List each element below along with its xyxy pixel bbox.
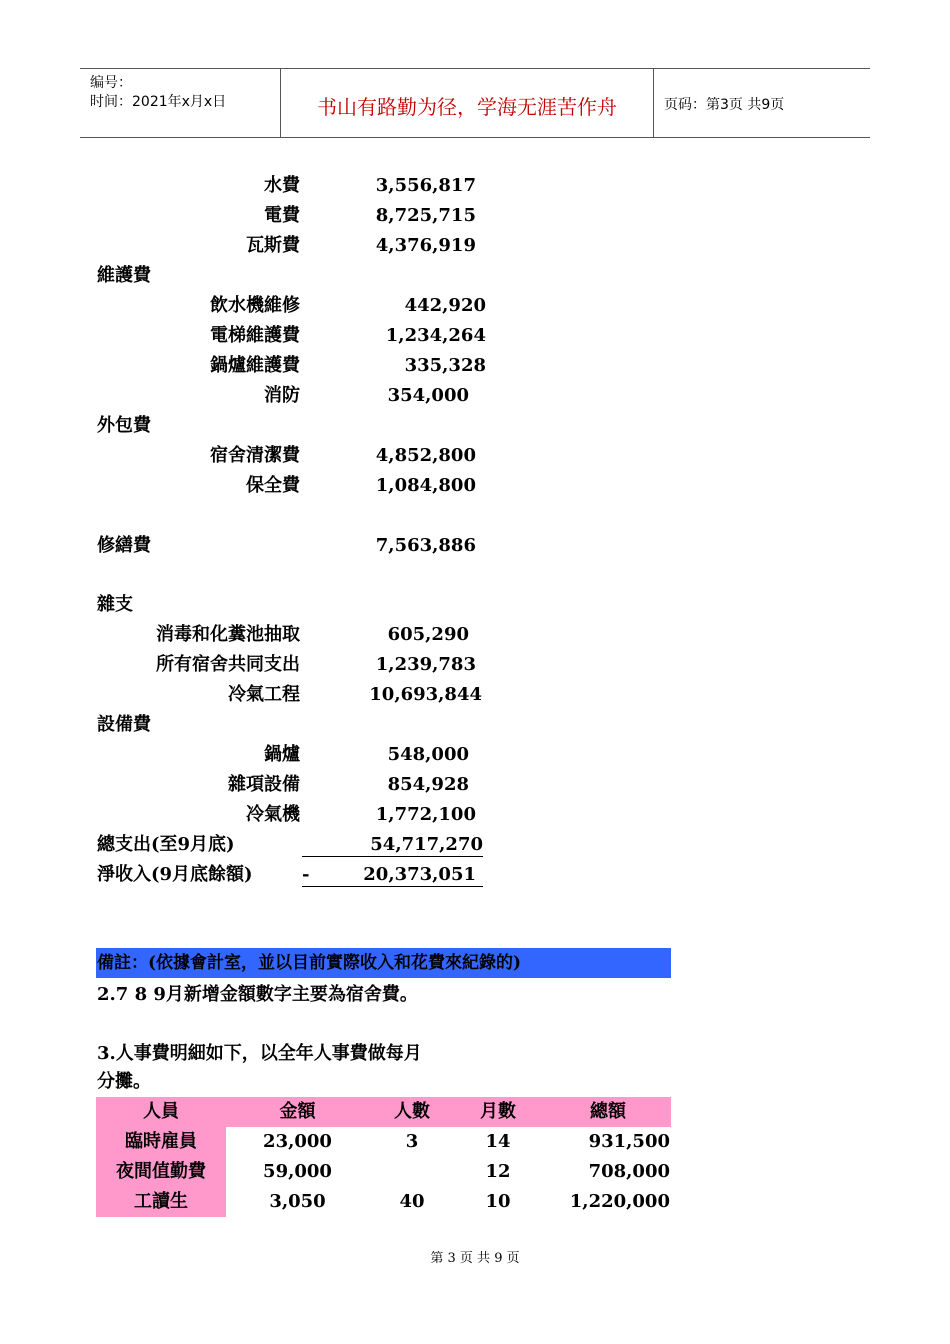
table-cell: 59,000: [263, 1161, 332, 1182]
table-header-cell: 金額: [279, 1101, 316, 1122]
header-meta-cell: [80, 69, 281, 137]
total-expense-label: 總支出(至9月底): [97, 834, 235, 855]
item-label: 消防: [264, 385, 300, 406]
table-cell: 1,220,000: [569, 1191, 670, 1212]
section-heading: 雜支: [97, 594, 133, 615]
item-label: 冷氣機: [246, 804, 300, 825]
table-header-cell: 人數: [394, 1101, 430, 1122]
section-heading: 外包費: [97, 415, 151, 436]
page-footer: 第 3 页 共 9 页: [430, 1251, 520, 1266]
item-value: 4,852,800: [375, 445, 476, 466]
item-label: 鍋爐維護費: [210, 355, 300, 376]
item-value: 1,772,100: [375, 804, 476, 825]
table-cell: 12: [485, 1161, 511, 1182]
item-value: 3,556,817: [375, 175, 476, 196]
table-cell: 23,000: [263, 1131, 332, 1152]
note-3-line1: 3.人事費明細如下，以全年人事費做每月: [97, 1043, 422, 1064]
item-label: 所有宿舍共同支出: [156, 654, 300, 675]
table-header-cell: 總額: [590, 1101, 626, 1122]
table-cell: 夜間值勤費: [116, 1161, 206, 1182]
item-label: 瓦斯費: [246, 235, 300, 256]
header-motto: 书山有路勤为径，学海无涯苦作舟: [317, 95, 617, 119]
item-value: 1,239,783: [375, 654, 476, 675]
section-heading: 維護費: [97, 265, 151, 286]
header-number: 编号：: [90, 75, 132, 91]
table-cell: 14: [485, 1131, 511, 1152]
net-income-value: 20,373,051: [363, 864, 476, 885]
note-2: 2.7 8 9月新增金額數字主要為宿舍費。: [97, 984, 418, 1005]
table-header-cell: 月數: [480, 1101, 516, 1122]
item-value: 1,084,800: [375, 475, 476, 496]
item-label: 消毒和化糞池抽取: [156, 624, 300, 645]
note-header: 備註：(依據會計室，並以目前實際收入和花費來紀錄的): [97, 953, 522, 973]
item-value: 335,328: [404, 355, 486, 376]
table-cell: 3,050: [269, 1191, 326, 1212]
item-label: 宿舍清潔費: [210, 445, 300, 466]
item-value: 10,693,844: [369, 684, 482, 705]
item-label: 電梯維護費: [210, 325, 300, 346]
table-cell: 708,000: [588, 1161, 670, 1182]
table-cell: 931,500: [588, 1131, 670, 1152]
table-cell: 工讀生: [134, 1191, 188, 1212]
item-label: 鍋爐: [264, 744, 300, 765]
item-label: 冷氣工程: [228, 684, 300, 705]
item-label: 水費: [264, 175, 300, 196]
table-cell: 40: [399, 1191, 425, 1212]
item-label: 保全費: [246, 475, 300, 496]
table-cell: 臨時雇員: [125, 1131, 197, 1152]
note-3-line2: 分攤。: [97, 1071, 151, 1092]
table-header-cell: 人員: [143, 1101, 179, 1122]
item-value: 4,376,919: [375, 235, 476, 256]
net-income-label: 淨收入(9月底餘額): [97, 864, 253, 885]
item-value: 354,000: [387, 385, 469, 406]
item-value: 7,563,886: [375, 535, 476, 556]
item-value: 1,234,264: [385, 325, 486, 346]
net-income-sign: -: [302, 864, 310, 885]
total-expense-value: 54,717,270: [302, 834, 483, 857]
table-cell: 3: [405, 1131, 419, 1152]
item-label: 飲水機維修: [210, 295, 300, 316]
item-value: 854,928: [387, 774, 469, 795]
item-label: 雜項設備: [228, 774, 300, 795]
item-value: 8,725,715: [375, 205, 476, 226]
section-heading: 修繕費: [97, 535, 151, 556]
section-heading: 設備費: [97, 714, 151, 735]
header-time: 时间：2021年x月x日: [90, 94, 227, 110]
header-page-cell: [654, 69, 870, 137]
header-page-number: 页码：第3页 共9页: [664, 97, 785, 113]
item-value: 605,290: [387, 624, 469, 645]
table-cell: 10: [485, 1191, 511, 1212]
header-motto-cell: [281, 69, 654, 137]
item-value: 442,920: [404, 295, 486, 316]
item-value: 548,000: [387, 744, 469, 765]
page-header: [80, 68, 870, 138]
item-label: 電費: [264, 205, 300, 226]
